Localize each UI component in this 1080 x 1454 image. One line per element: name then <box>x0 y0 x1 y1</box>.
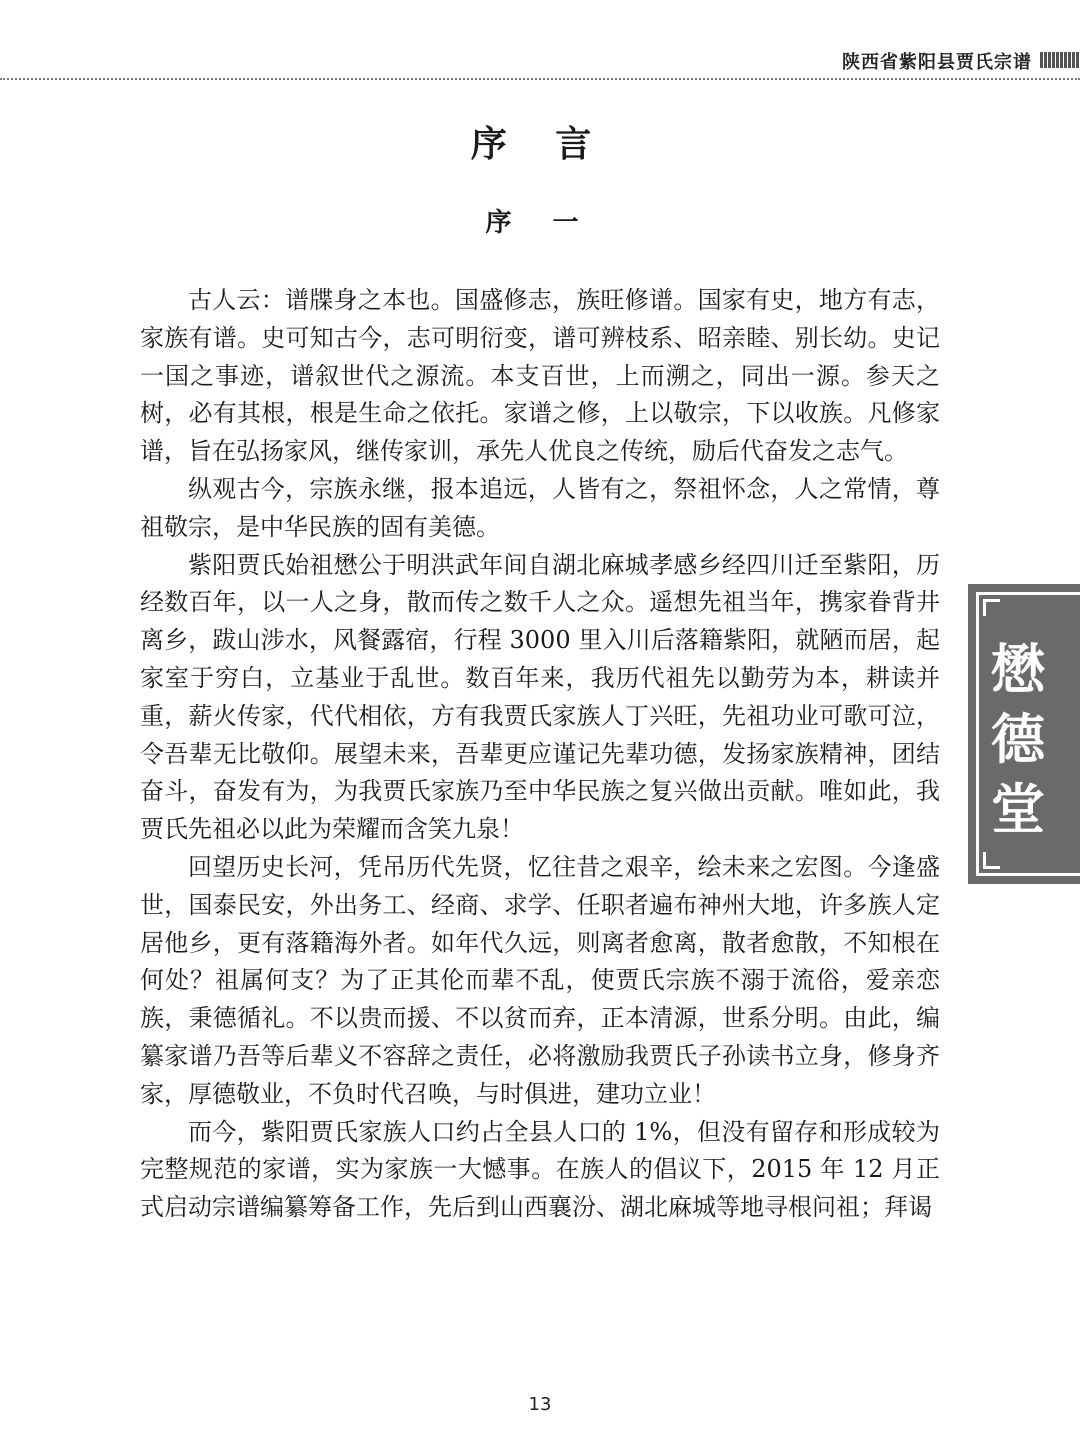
paragraph: 古人云：谱牒身之本也。国盛修志，族旺修谱。国家有史，地方有志，家族有谱。史可知古今，志可明衍变，谱可辨枝系、昭亲睦、别长幼。史记一国之事迹，谱叙世代之源流。本支百世，上而溯之，同出一源。参天之树，必有其根，根是生命之依托。家谱之修，上以敬宗，下以收族。凡修家谱，旨在弘扬家风，继传家训，承先人优良之传统，励后代奋发之志气。 <box>140 286 940 466</box>
side-tab-hall-name <box>968 584 1080 884</box>
paragraph: 纵观古今，宗族永继，报本追远，人皆有之，祭祖怀念，人之常情，尊祖敬宗，是中华民族的固有美德。 <box>140 474 940 541</box>
header-decor-bar <box>1040 52 1080 68</box>
side-tab-text <box>968 634 1068 844</box>
side-tab-char: 懋 <box>991 637 1045 701</box>
page-title: 序 言 <box>470 123 610 165</box>
side-tab-char: 堂 <box>991 777 1045 841</box>
header-dotted-rule <box>0 78 1080 80</box>
body-text <box>140 282 940 1227</box>
running-header-title: 陕西省紫阳县贾氏宗谱 <box>842 52 1032 73</box>
section-title: 序 一 <box>485 208 595 238</box>
paragraph: 紫阳贾氏始祖懋公于明洪武年间自湖北麻城孝感乡经四川迁至紫阳，历经数百年，以一人之身，散而传之数千人之众。遥想先祖当年，携家眷背井离乡，跋山涉水，风餐露宿，行程 3000 里入川后落籍紫阳，就陋而居，起家室于穷白，立基业于乱世。数百年来，我历代祖先以勤劳为本，耕读并重，薪火传家，代代相依，方有我贾氏家族人丁兴旺，先祖功业可歌可泣，令吾辈无比敬仰。展望未来，吾辈更应谨记先辈功德，发扬家族精神，团结奋斗，奋发有为，为我贾氏家族乃至中华民族之复兴做出贡献。唯如此，我贾氏先祖必以此为荣耀而含笑九泉！ <box>140 550 940 844</box>
side-tab-char: 德 <box>991 707 1045 771</box>
page-number: 13 <box>528 1394 552 1415</box>
paragraph: 回望历史长河，凭吊历代先贤，忆往昔之艰辛，绘未来之宏图。今逢盛世，国泰民安，外出务工、经商、求学、任职者遍布神州大地，许多族人定居他乡，更有落籍海外者。如年代久远，则离者愈离，散者愈散，不知根在何处？祖属何支？为了正其伦而辈不乱，使贾氏宗族不溺于流俗，爱亲恋族，秉德循礼。不以贵而援、不以贫而弃，正本清源，世系分明。由此，编纂家谱乃吾等后辈义不容辞之责任，必将激励我贾氏子孙读书立身，修身齐家，厚德敬业，不负时代召唤，与时俱进，建功立业！ <box>140 852 940 1108</box>
paragraph: 而今，紫阳贾氏家族人口约占全县人口的 1%，但没有留存和形成较为完整规范的家谱，实为家族一大憾事。在族人的倡议下，2015 年 12 月正式启动宗谱编纂筹备工作，先后到山西襄汾、湖北麻城等地寻根问祖；拜谒 <box>140 1117 940 1222</box>
